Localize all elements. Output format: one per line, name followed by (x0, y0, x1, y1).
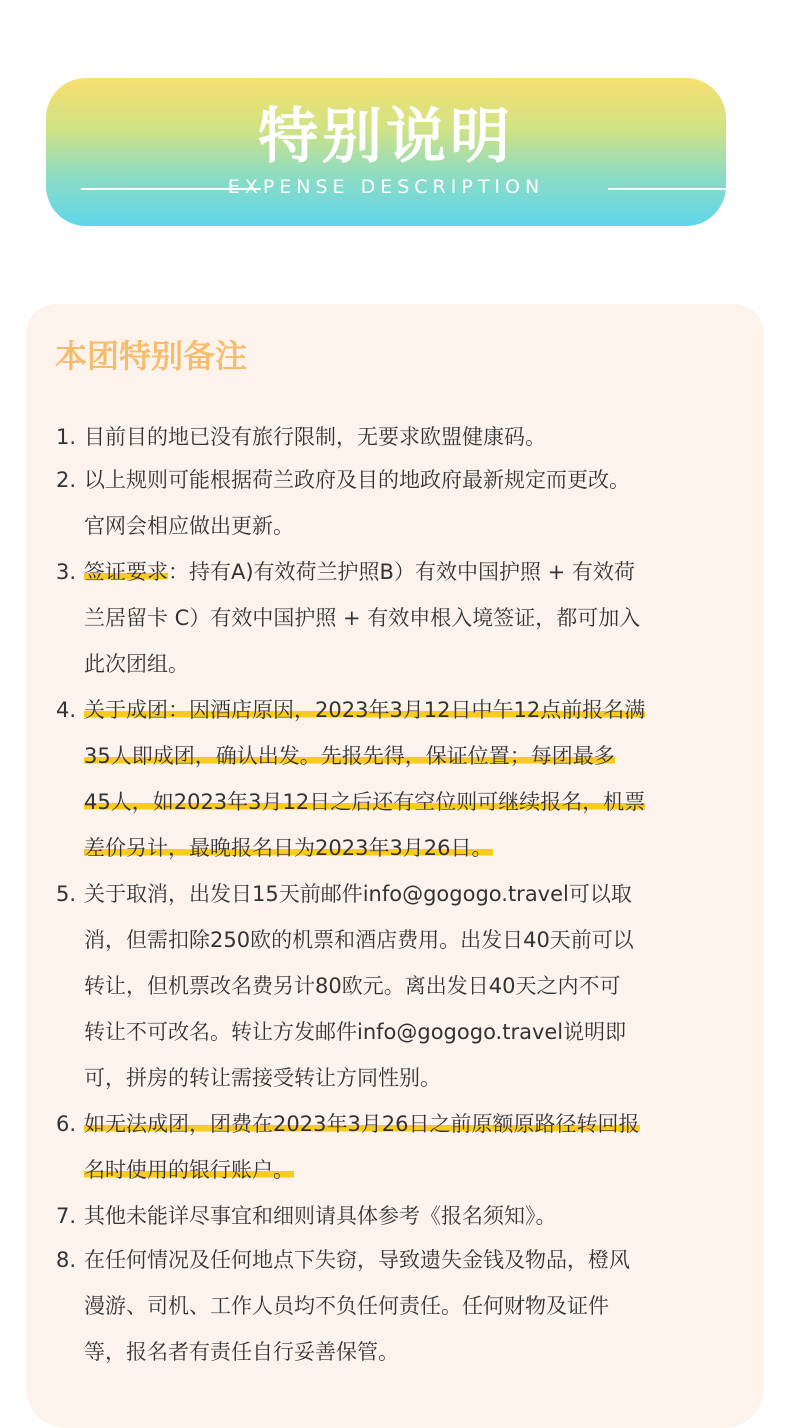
list-item-text (84, 1193, 744, 1239)
notes-card (26, 304, 764, 1428)
text-line: 漫游、司机、工作人员均不负任何责任。任何财物及证件 (84, 1294, 609, 1318)
text-line: 官网会相应做出更新。 (84, 514, 294, 538)
list-item-number: 3. (56, 560, 77, 584)
highlighted-line: 35人即成团，确认出发。先报先得，保证位置；每团最多 (84, 744, 615, 768)
list-item-number: 2. (56, 468, 77, 492)
text-line: 等，报名者有责任自行妥善保管。 (84, 1340, 399, 1364)
list-item-number: 6. (56, 1112, 77, 1136)
highlighted-line: 差价另计，最晚报名日为2023年3月26日。 (84, 836, 493, 860)
banner-subtitle: EXPENSE DESCRIPTION (227, 176, 545, 198)
text-line: 此次团组。 (84, 652, 189, 676)
visa-label-highlight: 签证要求 (84, 560, 168, 584)
text-line: 可，拼房的转让需接受转让方同性别。 (84, 1066, 441, 1090)
list-item-number: 4. (56, 698, 77, 722)
text-line: 消，但需扣除250欧的机票和酒店费用。出发日40天前可以 (84, 928, 634, 952)
text-line: 关于取消，出发日15天前邮件info@gogogo.travel可以取 (84, 882, 632, 906)
text-line: ：持有A)有效荷兰护照B）有效中国护照 + 有效荷 (168, 560, 635, 584)
banner-title: 特别说明 (258, 102, 514, 172)
list-item-text (84, 687, 744, 871)
highlighted-line: 关于成团：因酒店原因，2023年3月12日中午12点前报名满 (84, 698, 646, 722)
card-title: 本团特别备注 (55, 337, 248, 375)
list-item-text (84, 1101, 744, 1193)
list-item-number: 1. (56, 425, 77, 449)
list-item-text (84, 1237, 744, 1375)
list-item-number: 5. (56, 882, 77, 906)
banner-divider-right (608, 188, 744, 190)
text-line: 以上规则可能根据荷兰政府及目的地政府最新规定而更改。 (84, 468, 630, 492)
text-line: 转让，但机票改名费另计80欧元。离出发日40天之内不可 (84, 974, 621, 998)
highlighted-line: 如无法成团，团费在2023年3月26日之前原额原路径转回报 (84, 1112, 640, 1136)
list-item-text (84, 871, 744, 1101)
list-item-text (84, 549, 744, 687)
text-line: 兰居留卡 C）有效中国护照 + 有效申根入境签证，都可加入 (84, 606, 641, 630)
text-line: 转让不可改名。转让方发邮件info@gogogo.travel说明即 (84, 1020, 627, 1044)
text-line: 其他未能详尽事宜和细则请具体参考《报名须知》。 (84, 1204, 557, 1228)
text-line: 在任何情况及任何地点下失窃，导致遗失金钱及物品，橙风 (84, 1248, 630, 1272)
highlighted-line: 名时使用的银行账户。 (84, 1158, 294, 1182)
text-line: 目前目的地已没有旅行限制，无要求欧盟健康码。 (84, 425, 546, 449)
list-item-number: 8. (56, 1248, 77, 1272)
header-banner (46, 78, 726, 226)
highlighted-line: 45人，如2023年3月12日之后还有空位则可继续报名，机票 (84, 790, 646, 814)
list-item-text (84, 457, 744, 549)
list-item-text (84, 414, 744, 460)
list-item-number: 7. (56, 1204, 77, 1228)
